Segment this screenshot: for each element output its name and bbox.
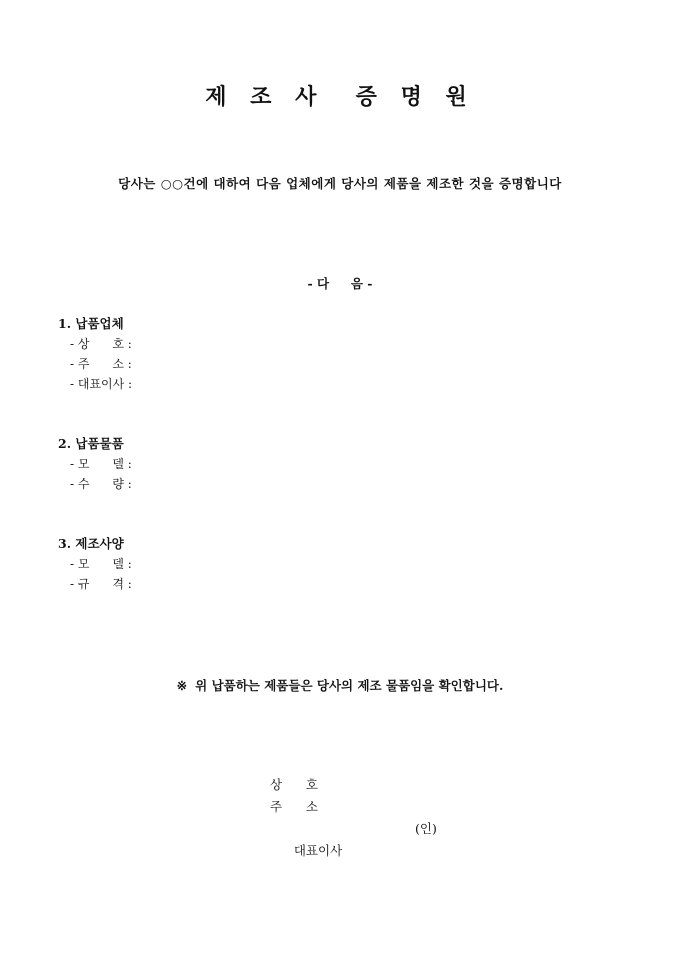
signature-block [270, 774, 470, 858]
section-specs [58, 534, 132, 594]
section-goods [58, 434, 132, 494]
field-representative: - 대표이사 : [70, 377, 133, 391]
field-company-name: - 상 호 : [70, 337, 132, 351]
field-specification: - 규 격 : [70, 577, 132, 591]
field-model: - 모 델 : [70, 557, 132, 571]
seal-mark: (인) [415, 821, 437, 836]
signature-representative: 대표이사 [293, 843, 343, 858]
intro-statement: 당사는 ○○건에 대하여 다음 업체에게 당사의 제품을 제조한 것을 증명합니다 [118, 176, 562, 191]
signature-company-name: 상 호 [270, 777, 318, 792]
field-model: - 모 델 : [70, 457, 132, 471]
section-heading: 2. 납품물품 [58, 436, 124, 451]
page-title: 제 조 사 증 명 원 [205, 84, 475, 110]
field-quantity: - 수 량 : [70, 477, 132, 491]
confirmation-text: 위 납품하는 제품들은 당사의 제조 물품임을 확인합니다. [195, 678, 504, 693]
section-heading: 1. 납품업체 [58, 316, 124, 331]
section-heading: 3. 제조사양 [58, 536, 124, 551]
section-supplier [58, 314, 132, 394]
signature-representative-row [270, 818, 470, 858]
following-header: - 다 음 - [307, 276, 373, 291]
reference-mark-icon: ※ [176, 678, 188, 693]
field-address: - 주 소 : [70, 357, 132, 371]
signature-address: 주 소 [270, 799, 318, 814]
confirmation-statement [0, 676, 680, 694]
